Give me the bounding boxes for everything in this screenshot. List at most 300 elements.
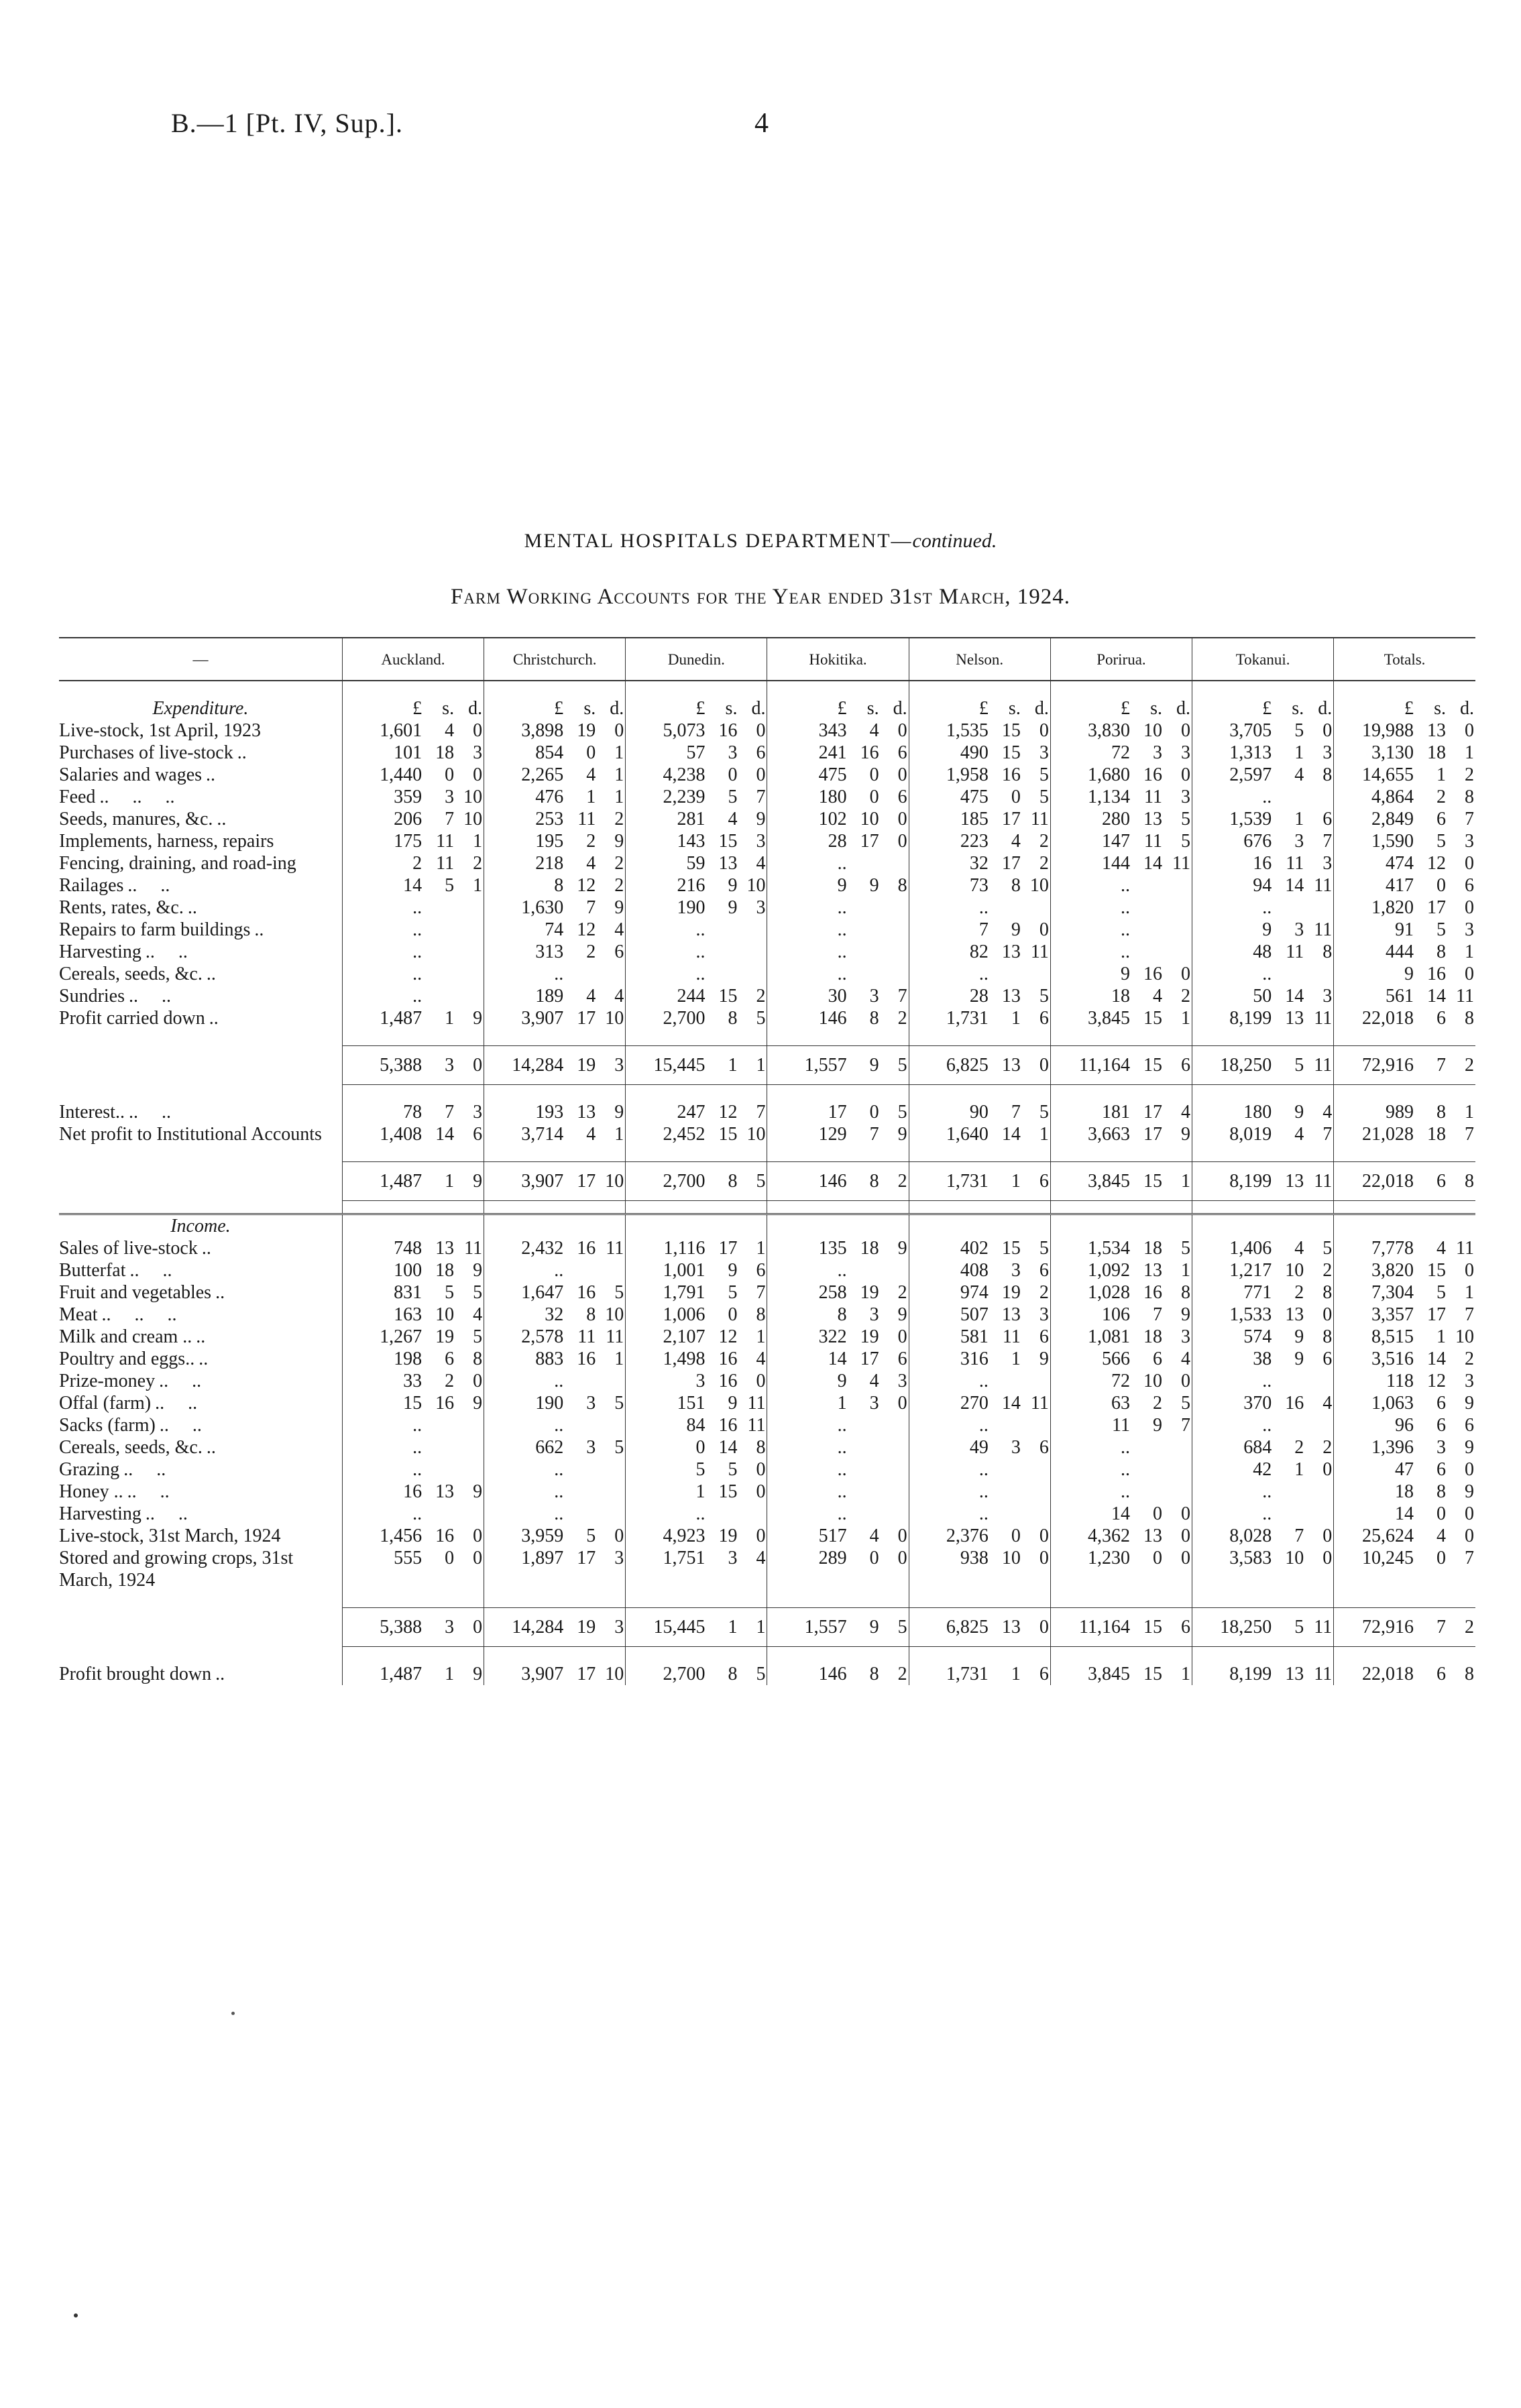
amount-cell	[342, 1281, 484, 1304]
amount-value	[767, 764, 908, 786]
amount-cell	[484, 1547, 626, 1591]
pence	[1304, 1370, 1332, 1392]
pence: 0	[756, 1371, 766, 1391]
shillings: 9	[1294, 1326, 1304, 1347]
department-title-main: MENTAL HOSPITALS DEPARTMENT—	[524, 530, 913, 552]
pence: 6	[897, 1349, 907, 1369]
amount-cell	[767, 1525, 909, 1547]
amount-cell	[1334, 1663, 1475, 1685]
amount-cell	[484, 1663, 626, 1685]
amount-value	[767, 1370, 908, 1392]
shillings: 16	[435, 1526, 455, 1546]
amount-cell	[484, 852, 626, 874]
pence: 0	[756, 764, 766, 785]
amount-cell	[1192, 1608, 1334, 1647]
amount-cell	[484, 1458, 626, 1481]
shillings	[422, 985, 454, 1007]
row-label-text: Fencing, draining, and road-ing	[59, 853, 296, 874]
amount-cell	[1192, 1259, 1334, 1281]
table-row	[59, 742, 1475, 764]
amount-cell	[767, 764, 909, 786]
pence	[737, 963, 765, 985]
pence: 0	[1465, 853, 1474, 874]
shillings: 14	[1285, 875, 1304, 896]
shillings: 4	[869, 1371, 879, 1391]
amount-value	[1334, 1547, 1475, 1569]
pounds: ..	[978, 964, 989, 984]
amount-value	[626, 1237, 767, 1259]
shillings: 10	[1285, 1260, 1304, 1281]
amount-cell	[767, 941, 909, 963]
shillings: 2	[1153, 1393, 1163, 1414]
amount-value	[1192, 808, 1333, 830]
unit-symbol: s.	[866, 698, 879, 719]
amount-cell	[767, 1162, 909, 1201]
shillings: 13	[1001, 941, 1021, 962]
amount-cell	[342, 786, 484, 808]
amount-value	[1192, 1326, 1333, 1348]
shillings	[705, 941, 737, 963]
pence: 3	[1039, 742, 1049, 763]
blank-cell	[1192, 1647, 1334, 1664]
amount-cell	[1192, 852, 1334, 874]
amount-cell	[484, 1348, 626, 1370]
amount-value	[909, 1123, 1050, 1145]
amount-value	[909, 1481, 1050, 1503]
pence: 0	[1322, 1548, 1333, 1568]
amount-cell	[909, 808, 1050, 830]
shillings: 4	[586, 986, 596, 1007]
pence: 3	[614, 1055, 624, 1076]
pounds: 22,018	[1362, 1171, 1414, 1192]
row-label	[59, 1123, 342, 1145]
shillings: 13	[577, 1102, 596, 1123]
pence: 5	[756, 1008, 766, 1029]
amount-value	[626, 1436, 767, 1458]
shillings: 3	[445, 1617, 455, 1638]
pounds: 241	[818, 742, 847, 763]
blank-cell	[909, 1214, 1050, 1238]
amount-cell	[342, 1259, 484, 1281]
amount-cell	[1334, 830, 1475, 852]
total-row	[59, 1162, 1475, 1201]
pence: 3	[614, 1617, 624, 1638]
shillings: 15	[718, 831, 738, 852]
amount-value	[767, 786, 908, 808]
leader-dots: .. ..	[129, 986, 171, 1007]
pence: 7	[1465, 1124, 1474, 1145]
amount-cell	[342, 1162, 484, 1201]
shillings: 19	[1001, 1282, 1021, 1303]
amount-value	[626, 1392, 767, 1414]
amount-cell	[909, 1259, 1050, 1281]
pence: 9	[1181, 1304, 1191, 1325]
shillings: 18	[435, 1260, 455, 1281]
pence: 9	[1465, 1437, 1474, 1458]
shillings: 0	[1153, 1503, 1163, 1524]
pence: 5	[1039, 787, 1049, 807]
amount-value	[1051, 874, 1192, 897]
amount-cell	[1192, 1392, 1334, 1414]
amount-cell	[909, 1348, 1050, 1370]
amount-cell	[626, 1414, 767, 1436]
amount-value	[484, 1370, 625, 1392]
amount-value	[1192, 1170, 1333, 1192]
shillings: 18	[1143, 1238, 1163, 1259]
pounds: 476	[535, 787, 564, 807]
pence	[737, 919, 765, 941]
amount-cell	[1334, 1458, 1475, 1481]
pounds: ..	[412, 919, 422, 940]
blank-cell	[909, 1201, 1050, 1214]
pounds: 190	[677, 897, 706, 918]
amount-value	[1192, 1547, 1333, 1569]
amount-value	[484, 1101, 625, 1123]
leader-dots: .. ..	[145, 941, 188, 962]
pence: 3	[1181, 787, 1191, 807]
amount-value	[909, 720, 1050, 742]
amount-cell	[1050, 808, 1192, 830]
amount-value	[343, 1281, 484, 1304]
amount-value	[1051, 1436, 1192, 1458]
amount-cell	[1192, 941, 1334, 963]
amount-value	[626, 1525, 767, 1547]
table-row	[59, 1392, 1475, 1414]
amount-cell	[342, 985, 484, 1007]
amount-cell	[342, 1123, 484, 1145]
pounds: 1,731	[946, 1664, 989, 1684]
pence: 0	[614, 720, 624, 741]
units	[1051, 697, 1192, 720]
shillings: 6	[1436, 1171, 1446, 1192]
shillings: 4	[586, 853, 596, 874]
pence: 1	[756, 1326, 766, 1347]
shillings: 17	[1001, 809, 1021, 829]
pounds: 5,073	[663, 720, 706, 741]
row-label-text: Profit carried down	[59, 1008, 205, 1029]
amount-value	[626, 786, 767, 808]
amount-value	[909, 1458, 1050, 1481]
amount-cell	[909, 1608, 1050, 1647]
pence: 1	[614, 742, 624, 763]
amount-cell	[1334, 1608, 1475, 1647]
shillings: 8	[1011, 875, 1021, 896]
amount-cell	[626, 1370, 767, 1392]
pence: 6	[1181, 1617, 1191, 1638]
shillings: 1	[728, 1617, 738, 1638]
amount-cell	[484, 1503, 626, 1525]
amount-value	[909, 852, 1050, 874]
pence: 2	[614, 875, 624, 896]
amount-value	[1334, 1007, 1475, 1029]
pence	[879, 1259, 907, 1281]
pence: 7	[897, 986, 907, 1007]
shillings: 12	[1427, 1371, 1446, 1391]
amount-value	[767, 1259, 908, 1281]
amount-cell	[484, 1392, 626, 1414]
shillings: 14	[1285, 986, 1304, 1007]
amount-value	[1192, 985, 1333, 1007]
amount-cell	[484, 742, 626, 764]
profit-brought-down-row	[59, 1663, 1475, 1685]
amount-cell	[1334, 897, 1475, 919]
shillings: 6	[445, 1349, 455, 1369]
amount-cell	[342, 1458, 484, 1481]
amount-value	[909, 1436, 1050, 1458]
pence: 4	[614, 986, 624, 1007]
amount-cell	[626, 1348, 767, 1370]
row-label-text: Implements, harness, repairs	[59, 831, 274, 852]
shillings: 0	[445, 764, 455, 785]
amount-cell	[1192, 1525, 1334, 1547]
units-cell	[1050, 697, 1192, 720]
amount-value	[626, 941, 767, 963]
pounds: 3,583	[1229, 1548, 1272, 1568]
amount-value	[1192, 1525, 1333, 1547]
amount-cell	[626, 786, 767, 808]
shillings	[1272, 897, 1304, 919]
amount-value	[1334, 830, 1475, 852]
shillings: 16	[1427, 964, 1446, 984]
pounds: ..	[412, 897, 422, 918]
shillings: 17	[577, 1171, 596, 1192]
pounds: 4,238	[663, 764, 706, 785]
row-label	[59, 1259, 342, 1281]
shillings	[847, 1481, 879, 1503]
pounds: 47	[1395, 1459, 1414, 1480]
pence: 6	[1181, 1055, 1191, 1076]
shillings: 0	[869, 764, 879, 785]
pounds: 555	[394, 1548, 422, 1568]
pounds: 1,456	[380, 1526, 422, 1546]
pence: 0	[1181, 1503, 1191, 1524]
amount-value	[909, 1304, 1050, 1326]
shillings	[422, 1458, 454, 1481]
shillings: 17	[1001, 853, 1021, 874]
pounds: 1,440	[380, 764, 422, 785]
shillings: 19	[718, 1526, 738, 1546]
amount-value	[767, 1054, 908, 1076]
column-header-district: Christchurch.	[484, 638, 626, 681]
shillings: 4	[1436, 1238, 1446, 1259]
amount-value	[1051, 1054, 1192, 1076]
amount-value	[1334, 1436, 1475, 1458]
pounds: 72	[1111, 1371, 1131, 1391]
pence: 0	[1181, 1526, 1191, 1546]
pounds: 1,028	[1088, 1282, 1131, 1303]
shillings: 3	[1011, 1260, 1021, 1281]
pounds: 180	[818, 787, 847, 807]
pounds: 1,640	[946, 1124, 989, 1145]
amount-value	[626, 1503, 767, 1525]
pence: 0	[897, 1326, 907, 1347]
amount-cell	[626, 808, 767, 830]
amount-cell	[1192, 1663, 1334, 1685]
amount-cell	[767, 897, 909, 919]
pounds: 684	[1243, 1437, 1272, 1458]
row-label	[59, 786, 342, 808]
shillings: 15	[1143, 1664, 1163, 1684]
amount-cell	[1050, 1525, 1192, 1547]
pence: 0	[1322, 1304, 1333, 1325]
amount-value	[1051, 919, 1192, 941]
shillings: 1	[1011, 1664, 1021, 1684]
shillings: 18	[1143, 1326, 1163, 1347]
pounds: 9	[837, 1371, 847, 1391]
shillings: 6	[1436, 1008, 1446, 1029]
amount-cell	[484, 1281, 626, 1304]
amount-value	[626, 897, 767, 919]
pounds: 22,018	[1362, 1664, 1414, 1684]
shillings: 3	[586, 1393, 596, 1414]
pounds: 490	[960, 742, 989, 763]
blank-cell	[342, 681, 484, 697]
amount-value	[1051, 1616, 1192, 1638]
blank-cell	[59, 1591, 342, 1608]
page-number: 4	[754, 108, 769, 139]
amount-value	[484, 1616, 625, 1638]
pounds: 2,700	[663, 1171, 706, 1192]
pence: 5	[473, 1326, 483, 1347]
amount-cell	[909, 963, 1050, 985]
amount-value	[1051, 764, 1192, 786]
pence: 11	[747, 1415, 766, 1436]
pounds: 3,830	[1088, 720, 1131, 741]
pence: 5	[614, 1282, 624, 1303]
shillings: 8	[728, 1171, 738, 1192]
amount-cell	[1192, 1547, 1334, 1591]
pence: 0	[1322, 720, 1333, 741]
pence: 3	[897, 1371, 907, 1391]
amount-value	[1334, 1370, 1475, 1392]
amount-value	[626, 1663, 767, 1685]
amount-cell	[1050, 742, 1192, 764]
amount-value	[767, 1547, 908, 1569]
table-row	[59, 874, 1475, 897]
leader-dots: .. ..	[155, 1393, 198, 1414]
amount-cell	[626, 830, 767, 852]
blank-cell	[342, 1085, 484, 1102]
pence: 2	[473, 853, 483, 874]
unit-symbol: d.	[751, 698, 766, 719]
amount-cell	[767, 1304, 909, 1326]
pence: 0	[1181, 1548, 1191, 1568]
blank-cell	[342, 1647, 484, 1664]
units-cell	[909, 697, 1050, 720]
shillings: 15	[1427, 1260, 1446, 1281]
shillings	[1272, 1414, 1304, 1436]
unit-symbol: s.	[583, 698, 596, 719]
pounds: 974	[960, 1282, 989, 1303]
pounds: 11,164	[1079, 1055, 1131, 1076]
pounds: 90	[969, 1102, 989, 1123]
row-label-text: Prize-money	[59, 1371, 156, 1391]
pence: 1	[756, 1238, 766, 1259]
amount-value	[767, 1237, 908, 1259]
shillings: 12	[577, 875, 596, 896]
amount-cell	[1192, 1281, 1334, 1304]
pounds: 189	[535, 986, 564, 1007]
amount-cell	[1334, 720, 1475, 742]
amount-value	[1334, 963, 1475, 985]
amount-value	[343, 742, 484, 764]
pence: 5	[897, 1617, 907, 1638]
amount-value	[1051, 1326, 1192, 1348]
shillings: 17	[1427, 1304, 1446, 1325]
amount-cell	[767, 1392, 909, 1414]
pounds: 42	[1253, 1459, 1272, 1480]
pence: 10	[605, 1304, 624, 1325]
table-row	[59, 852, 1475, 874]
pence: 5	[614, 1393, 624, 1414]
pounds: ..	[1262, 1481, 1272, 1502]
shillings: 13	[1001, 1617, 1021, 1638]
shillings: 3	[1011, 1437, 1021, 1458]
shillings	[1272, 786, 1304, 808]
pounds: 4,923	[663, 1526, 706, 1546]
pence: 1	[614, 1124, 624, 1145]
amount-cell	[909, 1007, 1050, 1029]
shillings: 3	[1436, 1437, 1446, 1458]
shillings: 0	[1436, 1548, 1446, 1568]
pence: 0	[897, 831, 907, 852]
amount-cell	[342, 941, 484, 963]
blank-cell	[342, 1201, 484, 1214]
amount-value	[1192, 1503, 1333, 1525]
amount-value	[484, 1436, 625, 1458]
pounds: ..	[554, 1415, 564, 1436]
pounds: 3,130	[1371, 742, 1414, 763]
shillings: 0	[1436, 1503, 1446, 1524]
amount-value	[767, 941, 908, 963]
row-label-text: Interest..	[59, 1102, 125, 1123]
pounds: 100	[394, 1260, 422, 1281]
amount-cell	[767, 786, 909, 808]
amount-cell	[1192, 1326, 1334, 1348]
pence: 6	[1039, 1260, 1049, 1281]
amount-value	[626, 1054, 767, 1076]
pounds: ..	[1262, 1415, 1272, 1436]
amount-cell	[909, 1458, 1050, 1481]
blank-cell	[767, 1085, 909, 1102]
shillings: 5	[1294, 1617, 1304, 1638]
pounds: ..	[1121, 897, 1131, 918]
department-title	[0, 530, 1521, 553]
amount-value	[1334, 742, 1475, 764]
shillings: 14	[1427, 1349, 1446, 1369]
amount-cell	[909, 742, 1050, 764]
pence: 0	[1465, 1526, 1474, 1546]
pence: 10	[1029, 875, 1049, 896]
amount-cell	[342, 919, 484, 941]
pence: 9	[614, 897, 624, 918]
amount-cell	[909, 1162, 1050, 1201]
amount-value	[626, 874, 767, 897]
amount-cell	[626, 1007, 767, 1029]
pence: 10	[605, 1171, 624, 1192]
amount-value	[767, 1326, 908, 1348]
amount-value	[626, 985, 767, 1007]
shillings: 3	[869, 1304, 879, 1325]
amount-value	[1334, 852, 1475, 874]
amount-cell	[909, 720, 1050, 742]
pence: 3	[1039, 1304, 1049, 1325]
amount-cell	[626, 1436, 767, 1458]
shillings	[1272, 1503, 1304, 1525]
amount-value	[1051, 1281, 1192, 1304]
pounds: 144	[1102, 853, 1131, 874]
blank-cell	[1334, 1201, 1475, 1214]
